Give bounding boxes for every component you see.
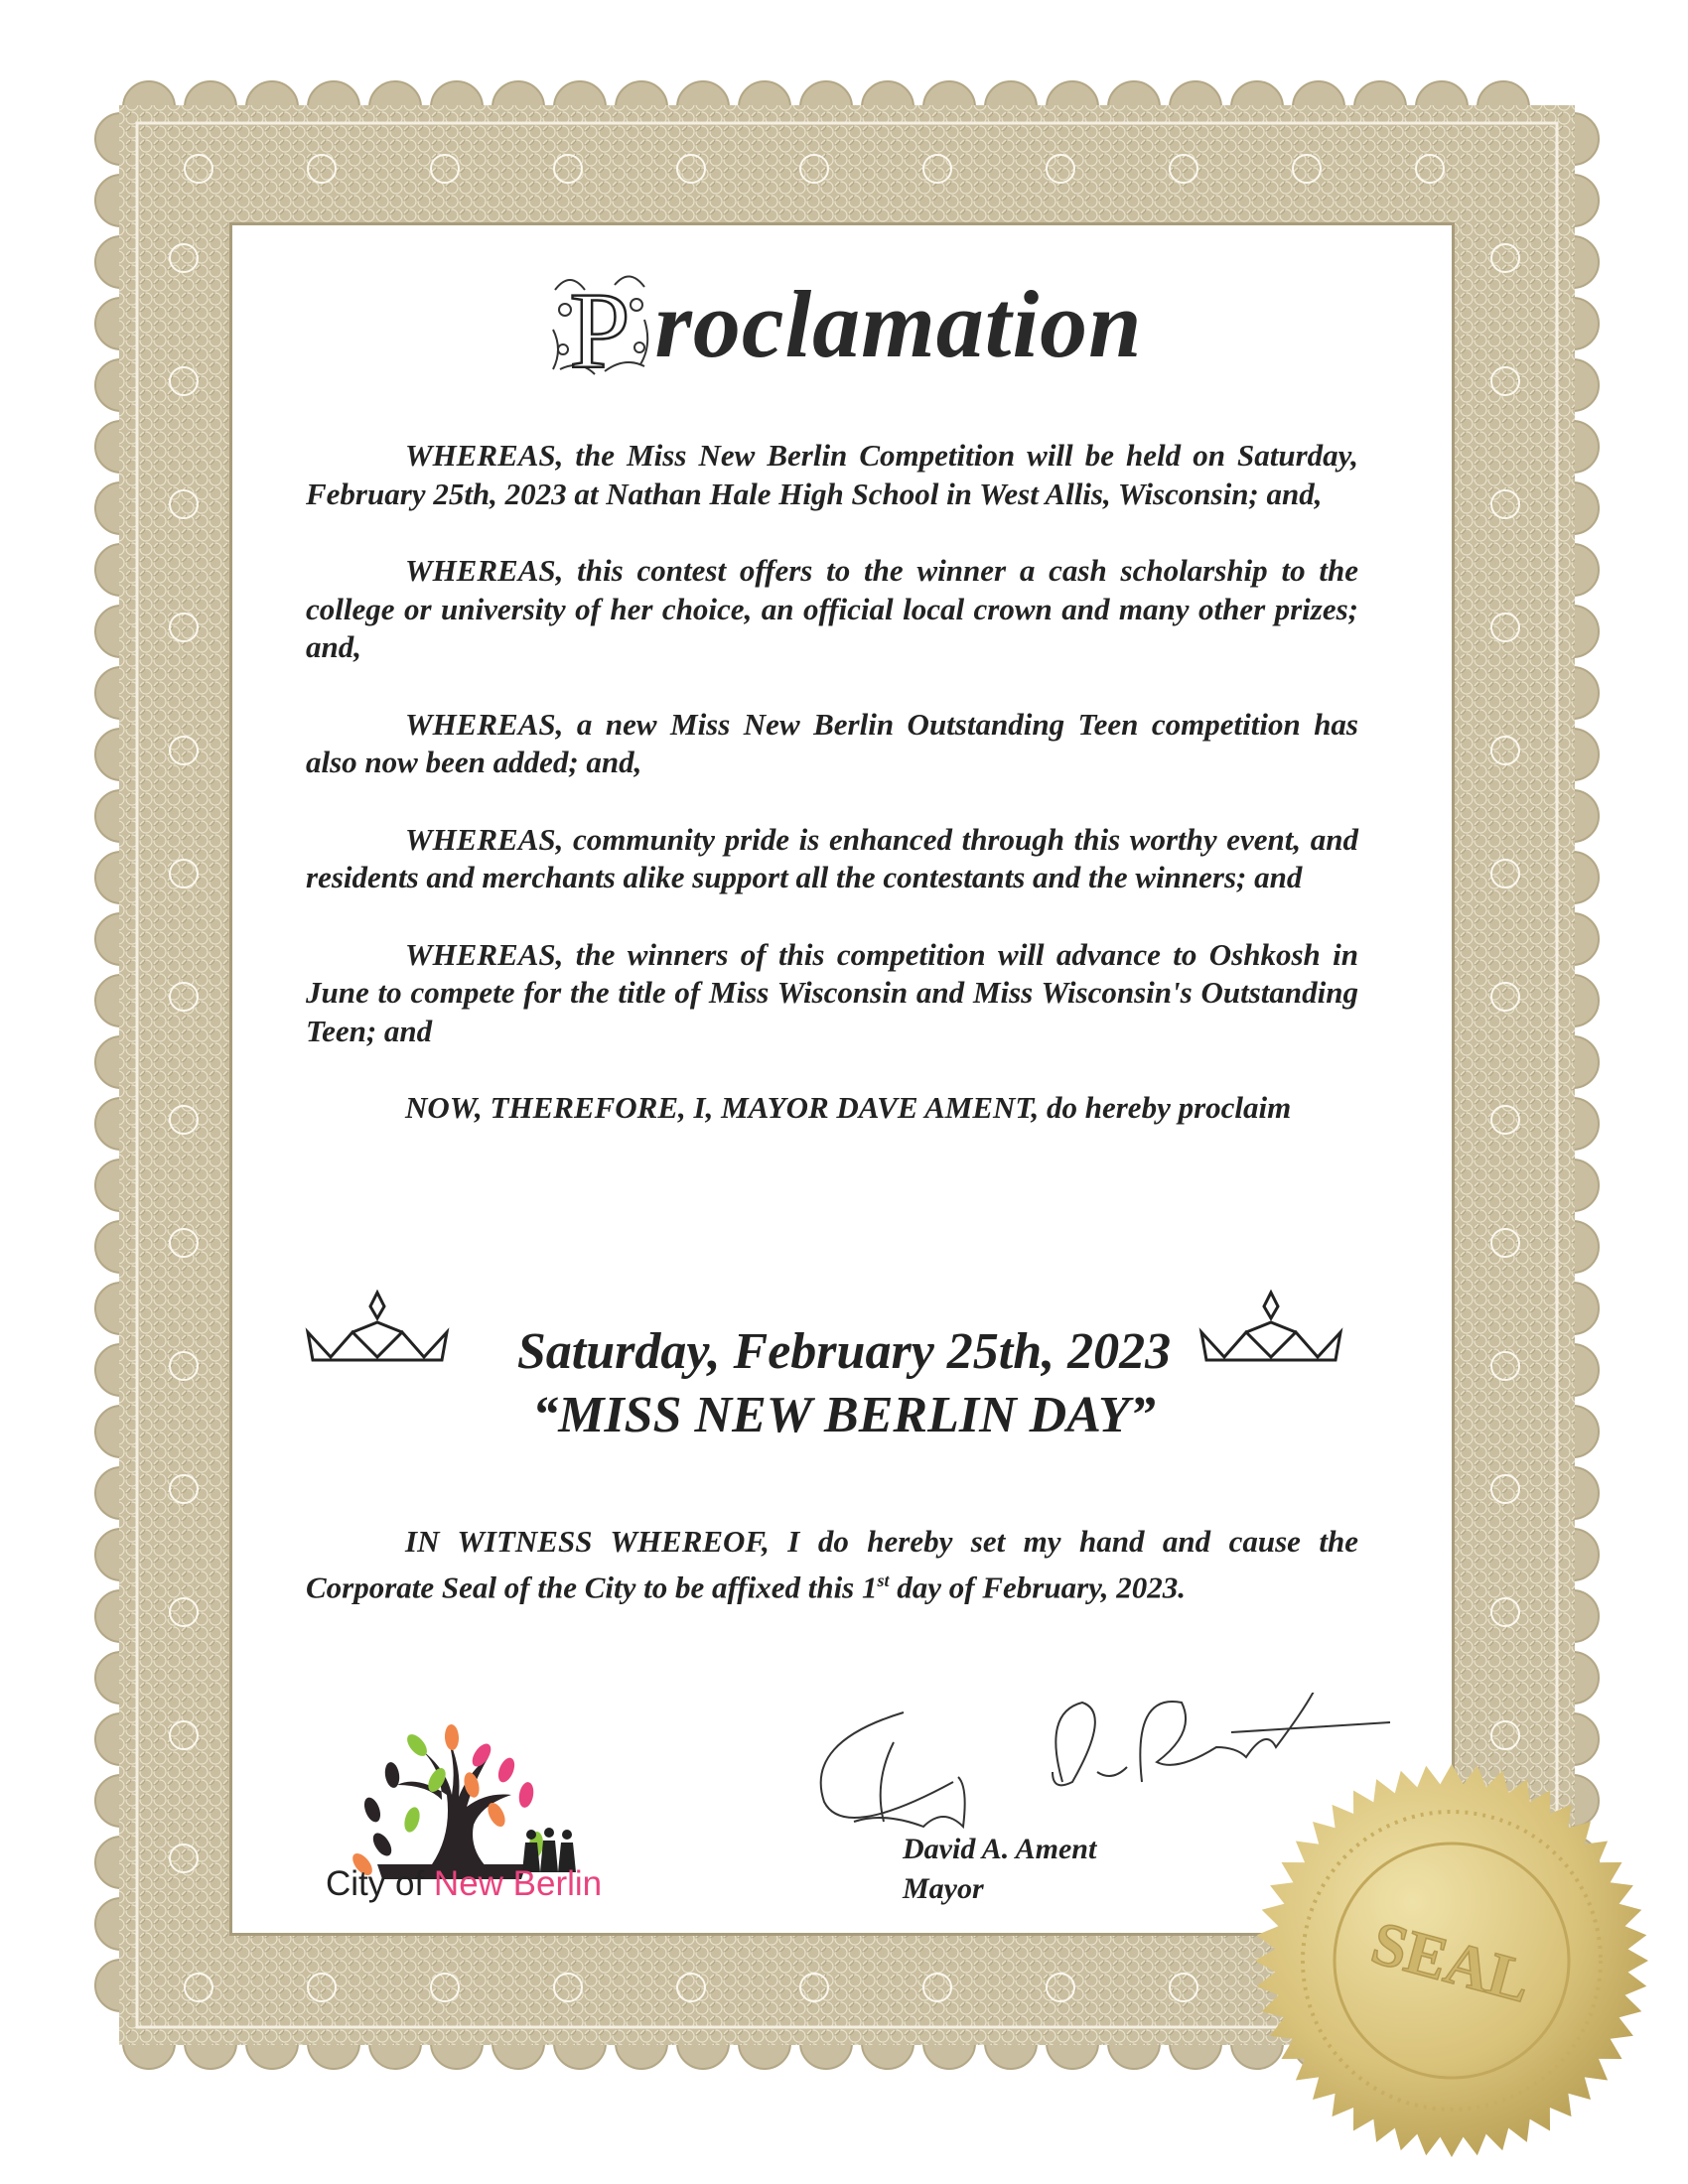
clause: NOW, THEREFORE, I, MAYOR DAVE AMENT, do hereby proclaim <box>405 1090 1292 1125</box>
signer-block <box>903 1830 1096 1909</box>
gold-city-seal <box>1253 1762 1650 2159</box>
signer-title: Mayor <box>903 1872 984 1905</box>
clause: WHEREAS, the winners of this competition will advance to Oshkosh in June to compete for the title of Miss Wisconsin and Miss Wisconsin's Outstanding Teen; and <box>306 936 1358 1048</box>
proclaimed-day: “MISS NEW BERLIN DAY” <box>532 1387 1156 1443</box>
clause: WHEREAS, the Miss New Berlin Competition will be held on Saturday, February 25th, 2023 at Nathan Hale High School in West Allis, Wisconsin; and, <box>306 438 1358 511</box>
title-text: roclamation <box>654 271 1143 377</box>
clause: WHEREAS, this contest offers to the winner a cash scholarship to the college or university of her choice, an official local crown and many other prizes; and, <box>306 553 1358 664</box>
ornate-initial-p <box>545 260 654 379</box>
clause: WHEREAS, a new Miss New Berlin Outstanding Teen competition has also now been added; and, <box>306 706 1358 779</box>
page-title <box>0 260 1688 379</box>
svg-text:SEAL: SEAL <box>1364 1909 1538 2016</box>
proclaimed-date: Saturday, February 25th, 2023 <box>516 1323 1172 1380</box>
city-logo-text: City of New Berlin <box>326 1864 603 1903</box>
whereas-clauses <box>306 437 1358 1166</box>
proclamation-statement <box>0 1320 1688 1447</box>
svg-text:P: P <box>569 270 632 379</box>
signer-name: David A. Ament <box>903 1833 1097 1865</box>
clause: WHEREAS, community pride is enhanced through this worthy event, and residents and merchants alike support all the contestants and the winners; and <box>306 821 1358 894</box>
witness-clause: IN WITNESS WHEREOF, I do hereby set my hand and cause the Corporate Seal of the City to be affixed this 1st day of February, 2023. <box>306 1524 1358 1604</box>
